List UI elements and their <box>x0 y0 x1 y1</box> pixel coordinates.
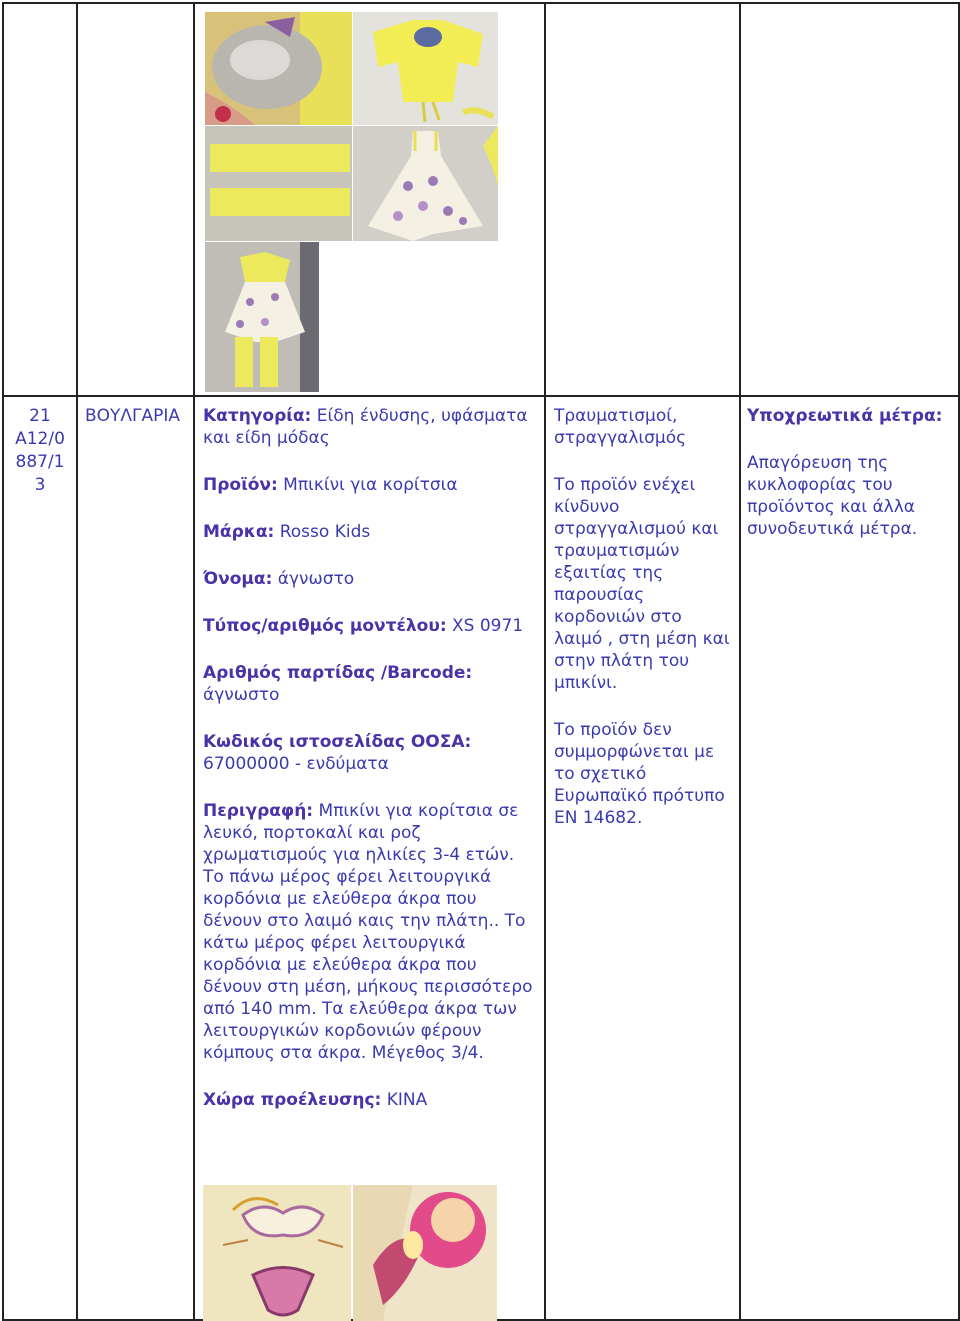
category-line <box>203 405 538 449</box>
batch-line <box>203 662 538 706</box>
brand-line <box>203 521 538 543</box>
model-line <box>203 615 538 637</box>
product-photo-tag <box>205 12 352 125</box>
measures-label: Υποχρεωτικά μέτρα: <box>747 406 943 426</box>
recall-table <box>2 2 960 1321</box>
batch-label: Αριθμός παρτίδας /Barcode: <box>203 663 473 683</box>
previous-row <box>3 3 959 396</box>
cell-risk <box>545 396 740 1320</box>
origin-line <box>203 1089 538 1111</box>
origin-label: Χώρα προέλευσης: <box>203 1090 382 1110</box>
risk-explanation: Το προϊόν ενέχει κίνδυνο στραγγαλισμού και τραυματισμών εξαιτίας της παρουσίας κορδονιών στο λαιμό , στη μέση και στην πλάτη του μπικίνι. <box>554 475 730 693</box>
description-value: Μπικίνι για κορίτσια σε λευκό, πορτοκαλί και ροζ χρωματισμούς για ηλικίες 3-4 ετών. Το πάνω μέρος φέρει λειτουργικά κορδόνια με ελεύθερα άκρα που δένουν στο λαιμό καις την πλάτη.. Το κάτω μέρος φέρει λειτουργικά κορδόνια με ελεύθερα άκρα που δένουν στη μέση, μήκους περισσότερο από 140 mm. Τα ελεύθερα άκρα των λειτουργικών κορδονιών φέρουν κόμπους στα άκρα. Μέγεθος 3/4. <box>203 801 533 1063</box>
model-value: XS 0971 <box>446 616 524 636</box>
category-value: Είδη ένδυσης, υφάσματα και είδη μόδας <box>203 406 528 448</box>
recall-row-21 <box>3 396 959 1320</box>
brand-value: Rosso Kids <box>274 522 371 542</box>
cell-country <box>77 396 194 1320</box>
product-line <box>203 474 538 496</box>
model-label: Τύπος/αριθμός μοντέλου: <box>203 616 447 636</box>
notifying-country: ΒΟΥΛΓΑΡΙΑ <box>85 406 181 426</box>
product-photo-leggings <box>205 126 352 241</box>
prev-cell-risk <box>545 3 740 396</box>
brand-label: Μάρκα: <box>203 522 275 542</box>
name-line <box>203 568 538 590</box>
risk-type: Τραυματισμοί, στραγγαλισμός <box>554 406 687 448</box>
oecd-value: 67000000 - ενδύματα <box>203 754 389 774</box>
measures-text: Απαγόρευση της κυκλοφορίας του προϊόντος και άλλα συνοδευτικά μέτρα. <box>747 453 918 539</box>
batch-value: άγνωστο <box>203 685 280 705</box>
product-photo-outfit <box>205 242 319 392</box>
prev-cell-number <box>3 3 77 396</box>
name-label: Όνομα: <box>203 569 273 589</box>
risk-compliance: Το προϊόν δεν συμμορφώνεται με το σχετικό Ευρωπαϊκό πρότυπο EN 14682. <box>554 720 725 828</box>
prev-cell-measures <box>740 3 959 396</box>
product-value: Μπικίνι για κορίτσια <box>277 475 458 495</box>
cell-product-details <box>194 396 545 1320</box>
name-value: άγνωστο <box>272 569 355 589</box>
cell-measures <box>740 396 959 1320</box>
description-line <box>203 800 538 1064</box>
prev-cell-photos <box>194 3 545 396</box>
product-photo-dress <box>353 126 498 241</box>
product-label: Προϊόν: <box>203 475 278 495</box>
reference-code: A12/0887/13 <box>15 429 65 495</box>
prev-cell-country <box>77 3 194 396</box>
product-photo-bikini <box>203 1185 351 1321</box>
origin-value: ΚΙΝΑ <box>381 1090 428 1110</box>
cell-number <box>3 396 77 1320</box>
oecd-label: Κωδικός ιστοσελίδας ΟΟΣΑ: <box>203 732 472 752</box>
product-photo-top <box>353 12 498 125</box>
row-number-block <box>4 397 76 497</box>
row-number: 21 <box>29 406 51 426</box>
product-photo-label <box>353 1185 497 1321</box>
description-label: Περιγραφή: <box>203 801 314 821</box>
category-label: Κατηγορία: <box>203 406 312 426</box>
oecd-line <box>203 731 538 775</box>
